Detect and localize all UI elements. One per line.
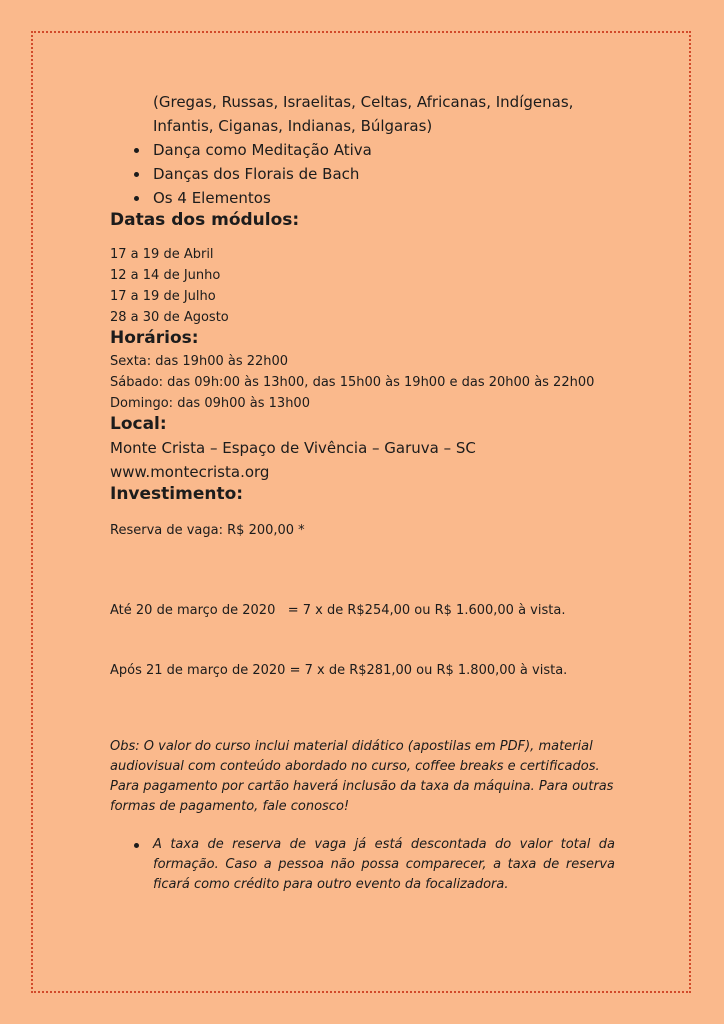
local-heading: Local: <box>110 414 167 434</box>
dance-item-florais: Danças dos Florais de Bach <box>110 162 620 186</box>
hours-saturday: Sábado: das 09h:00 às 13h00, das 15h00 às 19h00 e das 20h00 às 22h00 <box>110 375 595 390</box>
observation-text: Obs: O valor do curso inclui material didático (apostilas em PDF), material audiovisual com conteúdo abordado no curso, coffee breaks e certificados. Para pagamento por cartão haverá inclusão da taxa da máquina. Para outras formas de pagamento, fale conosco! <box>110 739 614 814</box>
note-list <box>110 835 620 895</box>
reserve-fee: Reserva de vaga: R$ 200,00 * <box>110 523 305 538</box>
reserve-note: A taxa de reserva de vaga já está descontada do valor total da formação. Caso a pessoa não possa comparecer, a taxa de reserva ficará como crédito para outro evento da focalizadora. <box>153 835 615 895</box>
date-item: 12 a 14 de Junho <box>110 268 221 283</box>
document-body <box>110 90 620 895</box>
hours-heading: Horários: <box>110 328 199 348</box>
local-website-link[interactable]: www.montecrista.org <box>110 463 270 481</box>
hours-sunday: Domingo: das 09h00 às 13h00 <box>110 396 310 411</box>
local-info <box>110 436 620 484</box>
date-item: 17 a 19 de Abril <box>110 247 214 262</box>
date-item: 28 a 30 de Agosto <box>110 310 229 325</box>
price-list <box>110 561 620 721</box>
local-place: Monte Crista – Espaço de Vivência – Garuva – SC <box>110 439 476 457</box>
price-after-march-21: Após 21 de março de 2020 = 7 x de R$281,00 ou R$ 1.800,00 à vista. <box>110 663 568 678</box>
dance-item-meditacao: Dança como Meditação Ativa <box>110 138 620 162</box>
hours-list <box>110 351 620 414</box>
dates-heading: Datas dos módulos: <box>110 210 300 230</box>
dance-item-elementos: Os 4 Elementos <box>110 186 620 210</box>
price-until-march-20: Até 20 de março de 2020 = 7 x de R$254,00 ou R$ 1.600,00 à vista. <box>110 603 566 618</box>
dates-list <box>110 244 620 328</box>
dance-list <box>110 138 620 210</box>
hours-friday: Sexta: das 19h00 às 22h00 <box>110 354 289 369</box>
date-item: 17 a 19 de Julho <box>110 289 216 304</box>
investment-heading: Investimento: <box>110 484 244 504</box>
dance-types-continuation: (Gregas, Russas, Israelitas, Celtas, Africanas, Indígenas, Infantis, Ciganas, Indianas, Búlgaras) <box>153 93 574 135</box>
